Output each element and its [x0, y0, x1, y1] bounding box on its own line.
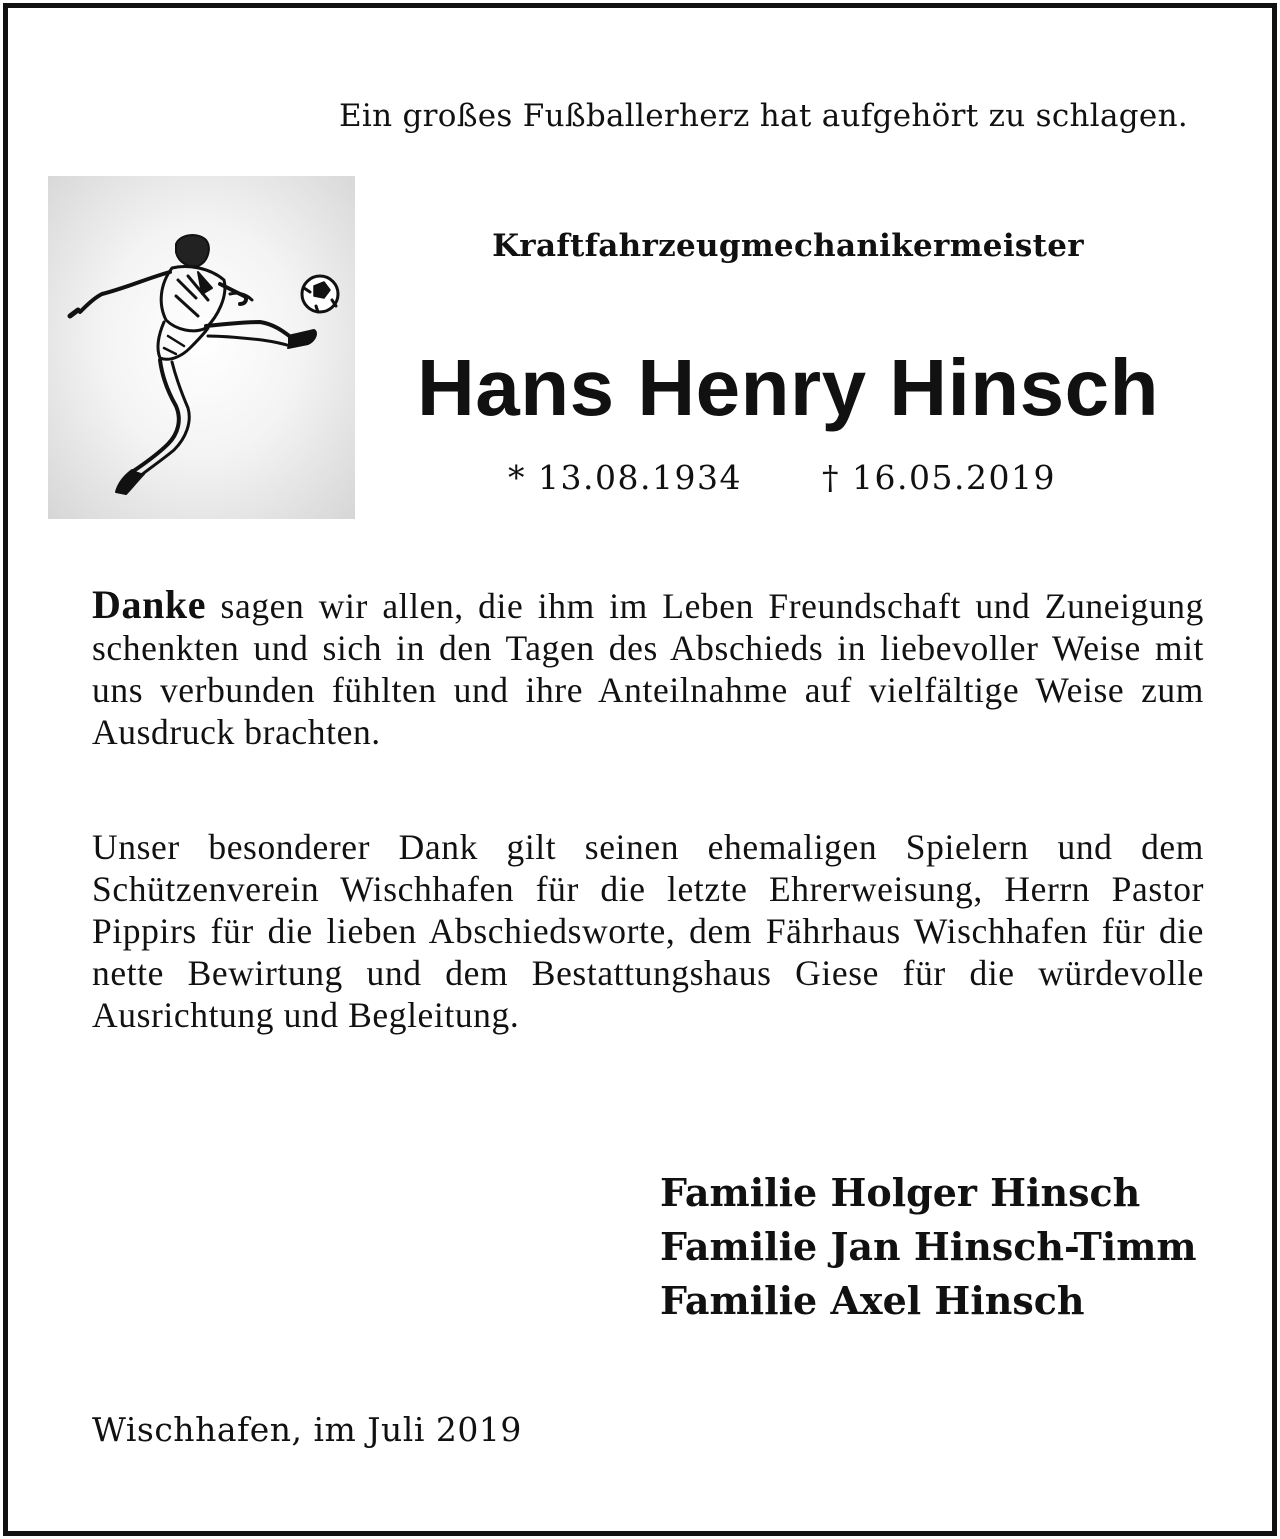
- death-date: † 16.05.2019: [822, 458, 1056, 497]
- place-and-date: Wischhafen, im Juli 2019: [92, 1410, 522, 1449]
- football-player-image: [48, 176, 355, 519]
- thanks-paragraph-1: [92, 584, 1204, 753]
- profession: Kraftfahrzeugmechanikermeister: [492, 228, 1084, 264]
- motto: Ein großes Fußballerherz hat aufgehört zu schlagen.: [338, 98, 1188, 134]
- family-name: Familie Axel Hinsch: [660, 1278, 1085, 1323]
- family-signatures: [660, 1166, 1197, 1328]
- birth-date: * 13.08.1934: [508, 458, 742, 497]
- family-name: Familie Holger Hinsch: [660, 1170, 1141, 1215]
- thanks-paragraph-2: Unser besonderer Dank gilt seinen ehemaligen Spielern und dem Schützenverein Wischhafen für die letzte Ehrerweisung, Herrn Pastor Pippirs für die lieben Abschiedsworte, dem Fährhaus Wischhafen für die nette Bewirtung und dem Bestattungshaus Giese für die würdevolle Ausrichtung und Begleitung.: [92, 827, 1204, 1035]
- football-player-kicking-icon: [48, 176, 355, 519]
- obituary-frame: [3, 3, 1277, 1536]
- deceased-name: Hans Henry Hinsch: [416, 343, 1160, 432]
- family-name: Familie Jan Hinsch-Timm: [660, 1224, 1197, 1269]
- thanks-lead-word: Danke: [92, 582, 207, 627]
- thanks-paragraph-1-text: sagen wir allen, die ihm im Leben Freundschaft und Zuneigung schenkten und sich in den Tagen des Abschieds in liebevoller Weise mit uns verbunden fühlten und ihre Anteilnahme auf vielfältige Weise zum Ausdruck brachten.: [92, 586, 1204, 752]
